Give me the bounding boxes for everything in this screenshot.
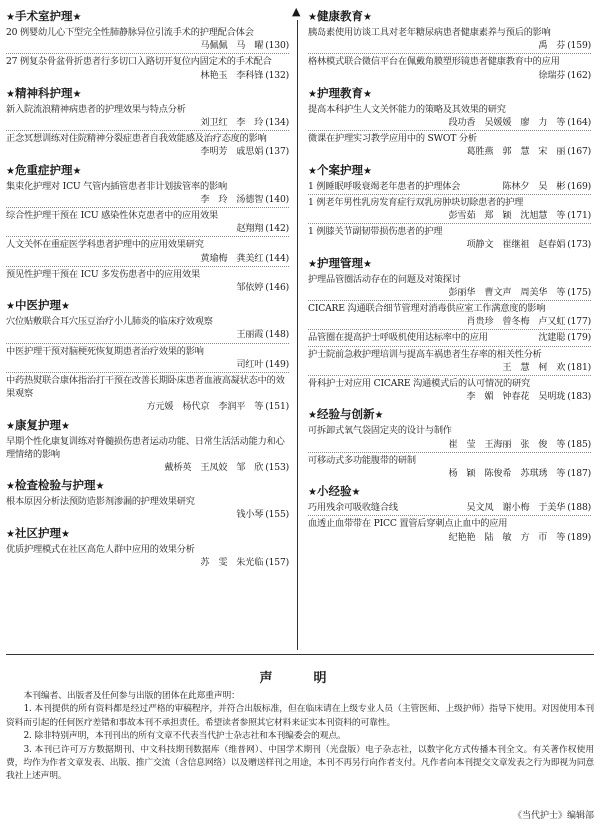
toc-entry[interactable] bbox=[6, 374, 289, 415]
article-title: 骨科护士对应用 CICARE 沟通模式后的认可情况的研究 bbox=[308, 378, 530, 390]
star-icon: ★ bbox=[60, 420, 70, 432]
article-authors: 项静文 崔继祖 赵春娟 bbox=[466, 239, 566, 251]
declaration-title: 声 明 bbox=[259, 671, 341, 686]
star-icon: ★ bbox=[6, 420, 15, 432]
column-divider bbox=[297, 20, 298, 650]
star-icon: ★ bbox=[6, 301, 15, 313]
article-authors: 刘卫红 李 玲 bbox=[200, 117, 264, 129]
toc-entry[interactable] bbox=[6, 103, 289, 131]
article-authors: 彭丽华 曹文声 周美华 等 bbox=[448, 286, 566, 298]
toc-entry[interactable] bbox=[6, 238, 289, 266]
star-icon: ★ bbox=[308, 258, 317, 270]
page-number: (169) bbox=[567, 180, 591, 192]
toc-section bbox=[308, 256, 591, 405]
article-title: 早期个性化康复训练对脊髓损伤患者运动功能、日常生活活动能力和心理情绪的影响 bbox=[6, 435, 285, 460]
article-title: 预见性护理干预在 ICU 多发伤患者中的应用效果 bbox=[6, 268, 201, 280]
article-title: 微课在护理实习教学应用中的 SWOT 分析 bbox=[308, 133, 477, 145]
toc-section bbox=[6, 9, 289, 83]
star-icon: ★ bbox=[362, 12, 372, 23]
article-title: 血透止血带带在 PICC 置管后穿刺点止血中的应用 bbox=[308, 518, 508, 530]
toc-entry[interactable] bbox=[6, 26, 289, 54]
section-heading-text: 小经验 bbox=[316, 484, 352, 499]
toc-entry[interactable] bbox=[6, 132, 289, 159]
page-number: (130) bbox=[265, 40, 289, 52]
article-authors: 林艳玉 李科锋 bbox=[200, 69, 264, 81]
article-authors: 杨 颖 陈俊希 苏琪琇 等 bbox=[448, 468, 566, 480]
declaration-signature: 《当代护士》编辑部 bbox=[512, 811, 594, 821]
article-authors: 段功香 吴媛媛 廖 力 等 bbox=[448, 117, 566, 129]
toc-entry[interactable] bbox=[308, 348, 591, 376]
article-title: 20 例婴幼儿心下型完全性肺静脉异位引流手术的护理配合体会 bbox=[6, 27, 254, 38]
article-title: 中医护理干预对脑梗死恢复期患者治疗效果的影响 bbox=[6, 345, 204, 357]
toc-section bbox=[308, 86, 591, 160]
star-icon: ★ bbox=[308, 410, 317, 422]
page-number: (189) bbox=[567, 531, 591, 543]
section-heading-text: 个案护理 bbox=[316, 162, 363, 177]
star-icon: ★ bbox=[72, 88, 82, 100]
article-authors: 邹依婷 bbox=[236, 282, 264, 294]
article-authors: 李明芳 戚思娟 bbox=[200, 146, 264, 158]
article-authors: 苏 雯 朱光临 bbox=[200, 556, 264, 568]
section-heading bbox=[6, 526, 289, 542]
page-number: (167) bbox=[567, 146, 591, 158]
article-title: 根本原因分析法预防造影剂渗漏的护理效果研究 bbox=[6, 496, 195, 508]
article-title: 格林模式联合微信平台在佩戴角膜塑形镜患者健康教育中的应用 bbox=[308, 56, 560, 68]
toc-entry[interactable] bbox=[6, 209, 289, 237]
star-icon: ★ bbox=[72, 165, 82, 177]
article-authors: 王丽霞 bbox=[236, 329, 264, 341]
article-title: 可拆卸式氧气袋固定夹的设计与制作 bbox=[308, 425, 452, 437]
toc-entry[interactable] bbox=[308, 302, 591, 330]
section-heading bbox=[308, 407, 591, 423]
star-icon: ★ bbox=[6, 88, 15, 100]
section-heading-text: 社区护理 bbox=[14, 525, 61, 540]
article-authors: 陈林夕 吴 彬 bbox=[502, 180, 566, 192]
page-number: (162) bbox=[567, 69, 591, 81]
page-number: (187) bbox=[567, 468, 591, 480]
section-heading bbox=[308, 163, 591, 179]
page-number: (140) bbox=[265, 193, 289, 205]
toc-entry[interactable] bbox=[308, 26, 591, 54]
article-title: 新入院流浪精神病患者的护理效果与特点分析 bbox=[6, 103, 186, 115]
section-heading-text: 手术室护理 bbox=[14, 9, 73, 23]
page-number: (173) bbox=[567, 239, 591, 251]
page-number: (179) bbox=[567, 332, 591, 344]
toc-entry[interactable] bbox=[6, 435, 289, 476]
star-icon: ★ bbox=[60, 528, 70, 540]
article-authors: 肖贵珍 曾冬梅 卢又虹 bbox=[466, 316, 566, 328]
section-heading bbox=[6, 478, 289, 494]
toc-section bbox=[308, 163, 591, 253]
toc-entry[interactable] bbox=[6, 495, 289, 522]
toc-section bbox=[6, 418, 289, 476]
section-heading-text: 护理管理 bbox=[316, 255, 363, 270]
toc-column-right bbox=[308, 6, 591, 546]
page-number: (183) bbox=[567, 391, 591, 403]
article-title: 27 例复杂骨盆骨折患者行多切口入路切开复位内固定术的手术配合 bbox=[6, 56, 272, 68]
section-heading bbox=[308, 86, 591, 102]
toc-entry[interactable] bbox=[6, 543, 289, 570]
article-authors: 黄瑜梅 龚美红 bbox=[200, 252, 264, 264]
article-title: 可移动式多功能腹带的研制 bbox=[308, 454, 416, 466]
toc-entry[interactable] bbox=[308, 424, 591, 452]
article-authors: 纪艳艳 陆 敏 方 帀 等 bbox=[448, 531, 566, 543]
toc-entry[interactable] bbox=[308, 377, 591, 404]
article-authors: 李 玲 汤德智 bbox=[200, 193, 264, 205]
article-authors: 马佩佩 马 曜 bbox=[200, 40, 264, 52]
toc-section bbox=[6, 298, 289, 414]
star-icon: ★ bbox=[308, 165, 317, 177]
star-icon: ★ bbox=[6, 481, 15, 493]
section-heading bbox=[6, 9, 289, 25]
section-heading bbox=[6, 163, 289, 179]
section-heading bbox=[308, 9, 591, 25]
article-authors: 司红叶 bbox=[236, 358, 264, 370]
toc-section bbox=[6, 478, 289, 522]
section-divider bbox=[6, 654, 594, 655]
section-heading bbox=[6, 418, 289, 434]
toc-entry[interactable] bbox=[6, 180, 289, 208]
section-heading-text: 护理教育 bbox=[316, 85, 363, 100]
page-number: (151) bbox=[265, 401, 289, 413]
article-title: 人文关怀在重症医学科患者护理中的应用效果研究 bbox=[6, 239, 204, 251]
article-authors: 沈建聪 bbox=[538, 332, 566, 344]
article-title: 护士院前急救护理培训与提高车祸患者生存率的相关性分析 bbox=[308, 348, 542, 360]
article-title: 品管圈在提高护士呼吸机使用达标率中的应用 bbox=[308, 332, 488, 344]
toc-section bbox=[308, 407, 591, 481]
declaration-item: 3. 本刊已许可万方数据期刊、中文科技期刊数据库（维普网）、中国学术期刊（光盘版）电子杂志社，以数字化方式传播本刊全文。有关著作权使用费，均作为作者文章发表、出版、推广交流（含信息网络）以及赠送样刊之用途，本刊不再另行向作者支付。凡作者向本刊提交文章发表之行为即视为同意我社上述声明。 bbox=[6, 744, 594, 782]
page-number: (159) bbox=[567, 40, 591, 52]
article-title: 提高本科护生人文关怀能力的策略及其效果的研究 bbox=[308, 103, 506, 115]
article-title: 1 例睡眠呼吸衰竭老年患者的护理体会 bbox=[308, 180, 461, 192]
article-authors: 徐瑞芬 bbox=[538, 69, 566, 81]
page-number: (185) bbox=[567, 438, 591, 450]
section-heading bbox=[308, 484, 591, 500]
page-number: (137) bbox=[265, 146, 289, 158]
toc-entry[interactable] bbox=[308, 273, 591, 301]
article-title: 1 例老年男性乳房发育症行双乳房肿块切除患者的护理 bbox=[308, 196, 524, 208]
toc-entry[interactable] bbox=[308, 196, 591, 224]
article-authors: 赵翔翔 bbox=[236, 223, 264, 235]
star-icon: ★ bbox=[351, 487, 361, 499]
page-number: (149) bbox=[265, 358, 289, 370]
star-icon: ★ bbox=[6, 12, 15, 23]
page-number: (171) bbox=[567, 210, 591, 222]
page-number: (155) bbox=[265, 509, 289, 521]
toc-entry[interactable] bbox=[308, 180, 591, 195]
article-authors: 吴文凤 谢小梅 于美华 bbox=[466, 502, 566, 514]
toc-section bbox=[6, 526, 289, 570]
page-number: (153) bbox=[265, 462, 289, 474]
article-authors: 钱小琴 bbox=[236, 509, 264, 521]
article-title: 集束化护理对 ICU 气管内插管患者非计划拔管率的影响 bbox=[6, 180, 227, 192]
article-authors: 李 媚 钟春花 吴明珑 bbox=[466, 391, 566, 403]
page-number: (181) bbox=[567, 361, 591, 373]
section-heading-text: 精神科护理 bbox=[14, 85, 73, 100]
toc-entry[interactable] bbox=[308, 501, 591, 516]
toc-entry[interactable] bbox=[308, 331, 591, 346]
toc-section bbox=[308, 9, 591, 83]
section-heading-text: 经验与创新 bbox=[316, 407, 375, 422]
page-number: (177) bbox=[567, 316, 591, 328]
page-number: (142) bbox=[265, 223, 289, 235]
star-icon: ★ bbox=[362, 88, 372, 100]
page-number: (144) bbox=[265, 252, 289, 264]
article-title: CICARE 沟通联合细节管理对消毒供应室工作满意度的影响 bbox=[308, 303, 546, 315]
article-title: 护理品管圈活动存在的问题及对策探讨 bbox=[308, 273, 461, 285]
article-title: 正念冥想训练对住院精神分裂症患者自我效能感及治疗态度的影响 bbox=[6, 133, 267, 145]
star-icon: ★ bbox=[95, 481, 105, 493]
toc-column-left bbox=[6, 6, 289, 571]
toc-section bbox=[6, 86, 289, 160]
article-authors: 彭雪茹 郑 颖 沈旭慧 等 bbox=[448, 210, 566, 222]
toc-entry[interactable] bbox=[308, 454, 591, 481]
toc-entry[interactable] bbox=[308, 55, 591, 82]
page-number: (132) bbox=[265, 69, 289, 81]
section-heading-text: 中医护理 bbox=[14, 298, 61, 313]
section-heading bbox=[308, 256, 591, 272]
star-icon: ★ bbox=[60, 301, 70, 313]
star-icon: ★ bbox=[308, 88, 317, 100]
page-number: (175) bbox=[567, 286, 591, 298]
declaration-item: 1. 本刊提供的所有资料都是经过严格的审稿程序，并符合出版标准，但在临床请在上级专业人员（主管医师、上级护师）指导下使用。对因使用本刊资料而引起的任何医疗差错和事故本刊不承担责任。希望读者参照其它材料来证实本刊资料的可靠性。 bbox=[6, 704, 594, 728]
page-number: (146) bbox=[265, 282, 289, 294]
star-icon: ★ bbox=[362, 258, 372, 270]
article-authors: 葛胜燕 郭 慧 宋 丽 bbox=[466, 146, 566, 158]
page-number: (164) bbox=[567, 117, 591, 129]
article-title: 综合性护理干预在 ICU 感染性休克患者中的应用效果 bbox=[6, 210, 218, 222]
page-number: (148) bbox=[265, 329, 289, 341]
declaration-intro: 本刊编者、出版者及任何参与出版的团体在此郑重声明： bbox=[23, 691, 240, 701]
divider-arrow-icon: ▲ bbox=[292, 5, 301, 18]
star-icon: ★ bbox=[6, 165, 15, 177]
section-heading-text: 健康教育 bbox=[316, 9, 363, 23]
declaration bbox=[6, 667, 594, 784]
article-title: 穴位贴敷联合耳穴压豆治疗小儿肺炎的临床疗效观察 bbox=[6, 316, 213, 328]
article-authors: 方元媛 杨代京 李润平 等 bbox=[146, 401, 264, 413]
star-icon: ★ bbox=[362, 165, 372, 177]
article-title: 1 例膝关节副韧带损伤患者的护理 bbox=[308, 226, 443, 238]
toc-entry[interactable] bbox=[308, 517, 591, 544]
section-heading-text: 检查检验与护理 bbox=[14, 478, 96, 493]
article-authors: 王 慧 柯 欢 bbox=[502, 361, 566, 373]
star-icon: ★ bbox=[72, 12, 82, 23]
toc-section bbox=[308, 484, 591, 545]
toc-entry[interactable] bbox=[308, 103, 591, 131]
star-icon: ★ bbox=[308, 12, 317, 23]
star-icon: ★ bbox=[374, 410, 384, 422]
toc-entry[interactable] bbox=[6, 315, 289, 343]
declaration-item: 2. 除非特别声明，本刊刊出的所有文章不代表当代护士杂志社和本刊编委会的观点。 bbox=[23, 731, 346, 742]
article-authors: 戴桥英 王凤姣 邹 欣 bbox=[164, 462, 264, 474]
page-number: (157) bbox=[265, 556, 289, 568]
toc-section bbox=[6, 163, 289, 296]
section-heading-text: 康复护理 bbox=[14, 417, 61, 432]
page-number: (134) bbox=[265, 117, 289, 129]
toc-entry[interactable] bbox=[308, 132, 591, 159]
toc-entry[interactable] bbox=[6, 345, 289, 373]
article-authors: 禹 芬 bbox=[538, 40, 566, 52]
toc-entry[interactable] bbox=[6, 55, 289, 82]
section-heading bbox=[6, 298, 289, 314]
section-heading-text: 危重症护理 bbox=[14, 162, 73, 177]
article-authors: 崔 莹 王海丽 张 俊 等 bbox=[448, 438, 566, 450]
article-title: 中药热熨联合康体指治打干预在改善长期卧床患者血液高凝状态中的效果观察 bbox=[6, 375, 285, 400]
article-title: 优质护理模式在社区高危人群中应用的效果分析 bbox=[6, 543, 195, 555]
article-title: 胰岛素使用访谈工具对老年糖尿病患者健康素养与预后的影响 bbox=[308, 27, 551, 38]
star-icon: ★ bbox=[6, 528, 15, 540]
toc-entry[interactable] bbox=[6, 268, 289, 295]
section-heading bbox=[6, 86, 289, 102]
toc-entry[interactable] bbox=[308, 225, 591, 252]
page-number: (188) bbox=[567, 502, 591, 514]
star-icon: ★ bbox=[308, 487, 317, 499]
article-title: 巧用残余可吸收缝合线 bbox=[308, 502, 398, 514]
